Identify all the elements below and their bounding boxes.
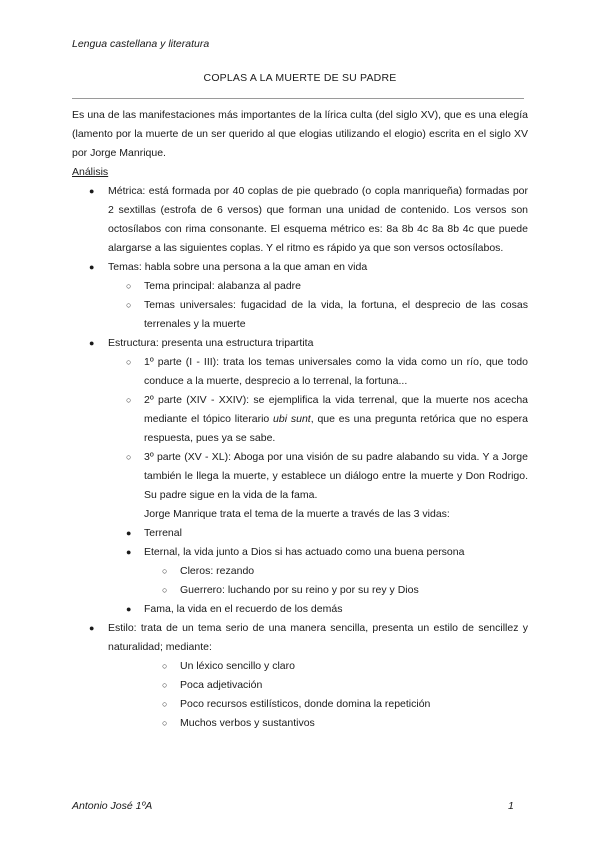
list-item-metrica <box>72 182 528 258</box>
bullet-circle-icon: ○ <box>126 300 132 310</box>
bullet-circle-icon: ○ <box>126 357 132 367</box>
document-body <box>72 106 528 733</box>
bullet-disc-icon: ● <box>89 186 95 196</box>
temas-universales-text: Temas universales: fugacidad de la vida, la fortuna, el desprecio de las cosas terrenales y la muerte <box>144 299 528 330</box>
analysis-heading: Análisis <box>72 166 109 178</box>
bullet-circle-icon: ○ <box>126 281 132 291</box>
vida-terrenal-text: Terrenal <box>144 527 182 539</box>
bullet-disc-icon: ● <box>126 528 132 538</box>
tema-principal-text: Tema principal: alabanza al padre <box>144 280 302 292</box>
list-item-parte-2 <box>72 391 528 448</box>
list-item-parte-3 <box>72 448 528 505</box>
bullet-circle-icon: ○ <box>126 395 132 405</box>
estructura-text: Estructura: presenta una estructura tripartita <box>108 337 314 349</box>
bullet-disc-icon: ● <box>89 262 95 272</box>
bullet-circle-icon: ○ <box>162 661 168 671</box>
list-item-vida-fama <box>72 600 528 619</box>
footer-author: Antonio José 1ºA <box>72 800 153 812</box>
bullet-circle-icon: ○ <box>162 680 168 690</box>
list-item-parte-1 <box>72 353 528 391</box>
page-number: 1 <box>508 800 514 812</box>
estilo-item-text: Un léxico sencillo y claro <box>180 660 295 672</box>
list-item-vida-terrenal <box>72 524 528 543</box>
estilo-item-text: Poca adjetivación <box>180 679 263 691</box>
guerrero-text: Guerrero: luchando por su reino y por su rey y Dios <box>180 584 419 596</box>
list-item-estructura <box>72 334 528 353</box>
list-item-tema-principal <box>72 277 528 296</box>
vida-fama-text: Fama, la vida en el recuerdo de los demás <box>144 603 343 615</box>
bullet-disc-icon: ● <box>89 338 95 348</box>
estilo-item-text: Muchos verbos y sustantivos <box>180 717 315 729</box>
list-item-temas-universales <box>72 296 528 334</box>
list-item-estilo-2 <box>72 676 528 695</box>
bullet-circle-icon: ○ <box>162 585 168 595</box>
parte-2-text: 2º parte (XIV - XXIV): se ejemplifica la vida terrenal, que la muerte nos acecha mediante el tópico literario <box>144 394 528 425</box>
list-item-estilo-4 <box>72 714 528 733</box>
list-item-estilo <box>72 619 528 657</box>
list-item-temas <box>72 258 528 277</box>
list-item-estilo-3 <box>72 695 528 714</box>
parte-2-text-end: , que es una pregunta retórica que no espera respuesta, pues ya se sabe. <box>144 413 528 444</box>
bullet-disc-icon: ● <box>126 604 132 614</box>
list-item-guerrero <box>72 581 528 600</box>
metrica-text: Métrica: está formada por 40 coplas de pie quebrado (o copla manriqueña) formadas por 2 sextillas (estrofa de 6 versos) que forman una unidad de contenido. Los versos son octosílabos con rima consonante. El esquema métrico es: 8a 8b 4c 8a 8b 4c que puede alargarse a las siguientes coplas. Y el ritmo es rápido ya que son versos octosílabos. <box>108 185 528 254</box>
estilo-text: Estilo: trata de un tema serio de una manera sencilla, presenta un estilo de sencillez y naturalidad; mediante: <box>108 622 528 653</box>
bullet-circle-icon: ○ <box>162 699 168 709</box>
list-item-estilo-1 <box>72 657 528 676</box>
vida-eternal-text: Eternal, la vida junto a Dios si has actuado como una buena persona <box>144 546 465 558</box>
parte-3-text: 3º parte (XV - XL): Aboga por una visión de su padre alabando su vida. Y a Jorge también le llega la muerte, y establece un diálogo entre la muerte y Don Rodrigo. Su padre sigue en la vida de la fama. <box>144 451 528 501</box>
bullet-circle-icon: ○ <box>162 566 168 576</box>
bullet-disc-icon: ● <box>89 623 95 633</box>
cleros-text: Cleros: rezando <box>180 565 255 577</box>
bullet-disc-icon: ● <box>126 547 132 557</box>
parte-1-text: 1º parte (I - III): trata los temas universales como la vida como un río, que todo conduce a la muerte, desprecio a lo terrenal, la fortuna... <box>144 356 528 387</box>
bullet-circle-icon: ○ <box>126 452 132 462</box>
estilo-item-text: Poco recursos estilísticos, donde domina la repetición <box>180 698 431 710</box>
list-item-cleros <box>72 562 528 581</box>
tres-vidas-note: Jorge Manrique trata el tema de la muerte a través de las 3 vidas: <box>144 508 450 520</box>
running-header: Lengua castellana y literatura <box>72 38 210 50</box>
list-item-vida-eternal <box>72 543 528 562</box>
temas-text: Temas: habla sobre una persona a la que aman en vida <box>108 261 368 273</box>
intro-paragraph: Es una de las manifestaciones más importantes de la lírica culta (del siglo XV), que es una elegía (lamento por la muerte de un ser querido al que elogias utilizando el elogio) escrita en el siglo XV por Jorge Manrique. <box>72 109 528 159</box>
ubi-sunt-italic: ubi sunt <box>273 413 311 425</box>
document-title: COPLAS A LA MUERTE DE SU PADRE <box>203 72 397 84</box>
horizontal-rule <box>72 98 524 99</box>
bullet-circle-icon: ○ <box>162 718 168 728</box>
